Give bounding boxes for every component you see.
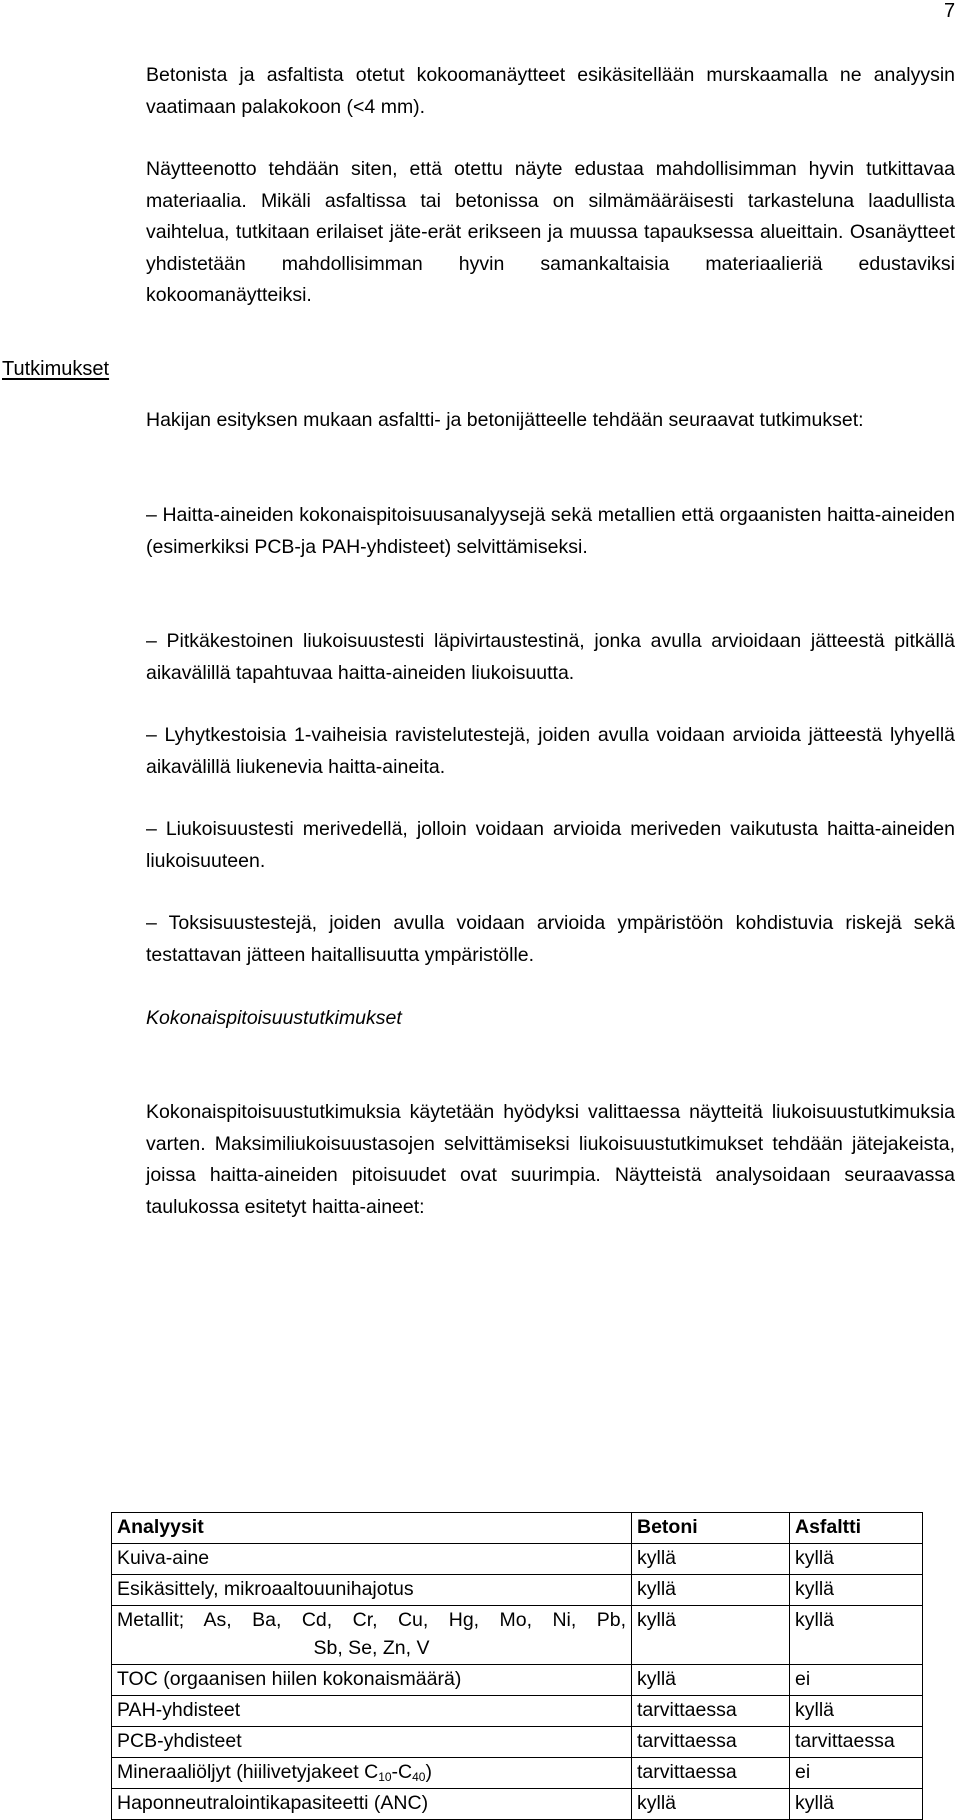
cell-betoni: tarvittaessa (632, 1727, 790, 1758)
cell-analysis (112, 1606, 632, 1665)
study-list-item: – Lyhytkestoisia 1-vaiheisia ravistelutestejä, joiden avulla voidaan arvioida jätteestä lyhyellä aikavälillä liukenevia haitta-aineita. (146, 724, 955, 778)
page-number: 7 (944, 0, 956, 22)
cell-asfaltti: ei (790, 1665, 923, 1696)
cell-betoni: tarvittaessa (632, 1696, 790, 1727)
intro-paragraph-2: Näytteenotto tehdään siten, että otettu näyte edustaa mahdollisimman hyvin tutkittavaa materiaalia. Mikäli asfaltissa tai betonissa on silmämääräisesti tarkasteluna laadullista vaihtelua, tutkitaan erilaiset jäte-erät erikseen ja muussa tapauksessa alueittain. Osanäytteet yhdistetään mahdollisimman hyvin samankaltaisia materiaalieriä edustaviksi kokoomanäytteiksi. (146, 158, 955, 306)
table-row (112, 1665, 923, 1696)
cell-asfaltti: kyllä (790, 1575, 923, 1606)
total-content-paragraph: Kokonaispitoisuustutkimuksia käytetään hyödyksi valittaessa näytteitä liukoisuustutkimuksia varten. Maksimiliukoisuustasojen selvittämiseksi liukoisuustutkimukset tehdään jätejakeista, joissa haitta-aineiden pitoisuudet ovat suurimpia. Näytteistä analysoidaan seuraavassa taulukossa esitetyt haitta-aineet: (146, 1101, 955, 1218)
section-heading-kokonaispitoisuus: Kokonaispitoisuustutkimukset (146, 1007, 402, 1029)
subscript-40: 40 (412, 1770, 426, 1784)
table-header-row (112, 1513, 923, 1544)
header-analyysit: Analyysit (112, 1513, 632, 1544)
cell-betoni: kyllä (632, 1544, 790, 1575)
cell-analysis: TOC (orgaanisen hiilen kokonaismäärä) (112, 1665, 632, 1696)
cell-analysis: Haponneutralointikapasiteetti (ANC) (112, 1789, 632, 1820)
cell-analysis: Esikäsittely, mikroaaltouunihajotus (112, 1575, 632, 1606)
cell-asfaltti: kyllä (790, 1789, 923, 1820)
cell-analysis: PCB-yhdisteet (112, 1727, 632, 1758)
mineral-oil-dash: -C (391, 1761, 413, 1783)
cell-betoni: kyllä (632, 1665, 790, 1696)
study-list-item: – Toksisuustestejä, joiden avulla voidaan arvioida ympäristöön kohdistuvia riskejä sekä testattavan jätteen haitallisuutta ympäristölle. (146, 912, 955, 966)
intro-paragraph-1: Betonista ja asfaltista otetut kokoomanäytteet esikäsitellään murskaamalla ne analyysin vaatimaan palakokoon (<4 mm). (146, 64, 955, 118)
cell-betoni: kyllä (632, 1606, 790, 1665)
cell-asfaltti: kyllä (790, 1544, 923, 1575)
analyses-table (111, 1512, 923, 1820)
side-heading-tutkimukset: Tutkimukset (2, 358, 110, 380)
cell-analysis: Kuiva-aine (112, 1544, 632, 1575)
table-row (112, 1544, 923, 1575)
cell-analysis: PAH-yhdisteet (112, 1696, 632, 1727)
mineral-oil-close: ) (425, 1761, 432, 1783)
header-betoni: Betoni (632, 1513, 790, 1544)
cell-asfaltti: kyllä (790, 1696, 923, 1727)
header-asfaltti: Asfaltti (790, 1513, 923, 1544)
cell-asfaltti: ei (790, 1758, 923, 1789)
cell-betoni: tarvittaessa (632, 1758, 790, 1789)
cell-analysis-line-2: Sb, Se, Zn, V (313, 1637, 430, 1659)
cell-betoni: kyllä (632, 1789, 790, 1820)
cell-analysis-line-1: Metallit; As, Ba, Cd, Cr, Cu, Hg, Mo, Ni, Pb, (117, 1609, 626, 1631)
studies-lead-paragraph: Hakijan esityksen mukaan asfaltti- ja betonijätteelle tehdään seuraavat tutkimukset: (146, 409, 864, 431)
subscript-10: 10 (378, 1770, 392, 1784)
table-row (112, 1758, 923, 1789)
study-list-item: – Haitta-aineiden kokonaispitoisuusanalyysejä sekä metallien että orgaanisten haitta-aineiden (esimerkiksi PCB-ja PAH-yhdisteet) selvittämiseksi. (146, 504, 955, 558)
study-list-item: – Pitkäkestoinen liukoisuustesti läpivirtaustestinä, jonka avulla arvioidaan jätteestä pitkällä aikavälillä tapahtuvaa haitta-aineiden liukoisuutta. (146, 630, 955, 684)
cell-asfaltti: tarvittaessa (790, 1727, 923, 1758)
cell-betoni: kyllä (632, 1575, 790, 1606)
table-row (112, 1789, 923, 1820)
table-row (112, 1606, 923, 1665)
table-row (112, 1696, 923, 1727)
cell-asfaltti: kyllä (790, 1606, 923, 1665)
table-row (112, 1727, 923, 1758)
table-row (112, 1575, 923, 1606)
study-list-item: – Liukoisuustesti merivedellä, jolloin voidaan arvioida meriveden vaikutusta haitta-aineiden liukoisuuteen. (146, 818, 955, 872)
cell-analysis (112, 1758, 632, 1789)
mineral-oil-label: Mineraaliöljyt (hiilivetyjakeet C (117, 1761, 379, 1783)
